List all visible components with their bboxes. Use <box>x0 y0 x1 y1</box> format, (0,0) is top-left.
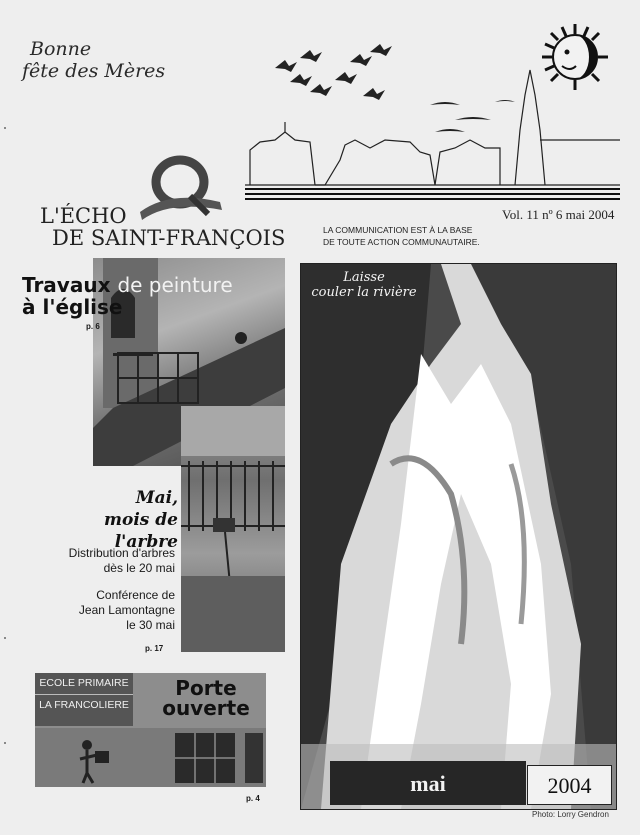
cover-caption-line2: couler la rivière <box>311 285 417 300</box>
tree-story-title <box>40 487 178 553</box>
cover-month: mai <box>330 761 526 805</box>
photo-credit: Photo: Lorry Gendron <box>532 810 609 819</box>
tagline-line1: LA COMMUNICATION EST À LA BASE <box>323 225 473 235</box>
tree-event-conference <box>34 588 175 633</box>
church-story-page: p. 6 <box>86 322 100 331</box>
church-title-line2: à l'église <box>22 295 123 319</box>
school-title-line2: ouverte <box>162 696 250 720</box>
school-title-line1: Porte <box>175 676 237 700</box>
school-story-page: p. 4 <box>246 794 260 803</box>
tree-item2-line2: Jean Lamontagne <box>78 603 175 617</box>
tree-story-details <box>34 546 175 645</box>
church-title-word2: de peinture <box>117 273 233 297</box>
tree-event-distribution <box>34 546 175 576</box>
tree-photo-art <box>181 406 285 652</box>
cover-caption-line1: Laisse <box>343 270 385 285</box>
margin-mark <box>4 127 6 129</box>
school-sign-line2: LA FRANCOLIERE <box>39 699 129 711</box>
greeting-line1: Bonne <box>30 38 92 60</box>
church-title-word1: Travaux <box>22 273 111 297</box>
issue-volume: Vol. 11 nº 6 mai 2004 <box>502 207 615 222</box>
skyline-illustration <box>245 40 620 205</box>
margin-mark <box>4 742 6 744</box>
greeting <box>22 38 182 82</box>
school-sign <box>35 673 133 726</box>
masthead-title-line2: DE SAINT-FRANÇOIS <box>52 226 286 250</box>
school-sign-line1: ECOLE PRIMAIRE <box>35 673 133 695</box>
church-story-title <box>22 274 233 318</box>
logo-q-icon <box>130 150 230 230</box>
masthead-tagline <box>323 224 503 248</box>
school-story-title <box>146 678 266 718</box>
greeting-line2: fête des Mères <box>22 60 166 82</box>
cover-photo-caption <box>304 270 424 300</box>
tagline-line2: DE TOUTE ACTION COMMUNAUTAIRE. <box>323 237 480 247</box>
masthead-title-line1: L'ÉCHO <box>40 204 127 228</box>
tree-photo <box>181 406 285 652</box>
tree-item2-line1: Conférence de <box>96 588 175 602</box>
tree-item2-line3: le 30 mai <box>126 618 175 632</box>
tree-title-line2: mois de l'arbre <box>104 510 178 552</box>
tree-item1-line2: dès le 20 mai <box>103 561 175 575</box>
margin-mark <box>4 637 6 639</box>
waterfall-photo-art <box>301 264 616 809</box>
tree-story-page: p. 17 <box>145 644 164 653</box>
tree-item1-line1: Distribution d'arbres <box>68 546 175 560</box>
cover-year: 2004 <box>527 765 612 805</box>
waterfall-photo <box>300 263 617 810</box>
tree-title-line1: Mai, <box>135 488 178 508</box>
birds-icon <box>275 44 515 132</box>
